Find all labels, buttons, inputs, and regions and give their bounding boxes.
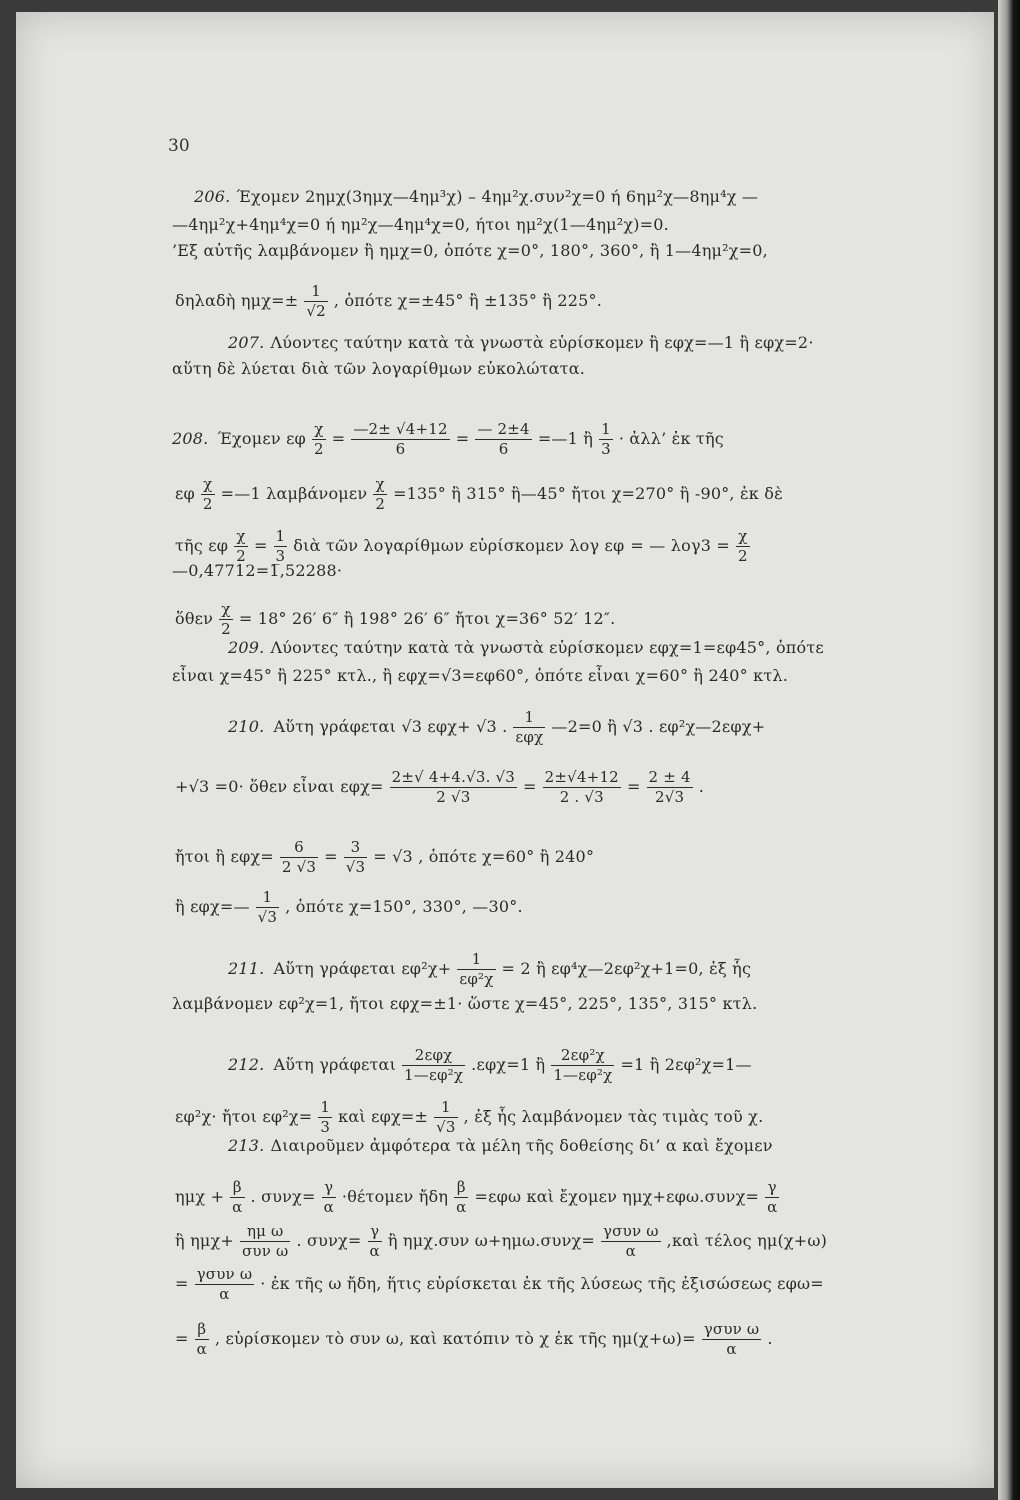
fraction-numerator: γ xyxy=(322,1178,336,1198)
fraction-numerator: β xyxy=(195,1320,209,1340)
text-line xyxy=(172,993,992,1015)
line-text: = xyxy=(626,777,641,796)
fraction-denominator: 2√3 xyxy=(655,788,685,806)
line-text: ·θέτομεν ἤδη xyxy=(341,1187,449,1206)
fraction-numerator: 1 xyxy=(457,950,495,970)
exercise-number: 212. xyxy=(228,1055,265,1074)
line-text: =1 ἢ 2εφ²χ=1— xyxy=(620,1055,752,1074)
fraction-numerator: χ xyxy=(373,475,387,495)
fraction xyxy=(368,1222,382,1261)
line-text: =εφω καὶ ἔχομεν ημχ+εφω.συνχ= xyxy=(474,1187,760,1206)
fraction-denominator: 2 √3 xyxy=(281,858,317,876)
fraction-denominator: √3 xyxy=(345,858,366,876)
line-text: , ἐξ ἧς λαμβάνομεν τὰς τιμὰς τοῦ χ. xyxy=(463,1107,764,1126)
fraction-denominator: 2 √3 xyxy=(436,788,471,806)
line-text: =135° ἢ 315° ἢ—45° ἤτοι χ=270° ἢ -90°, ἐκ δὲ xyxy=(393,484,783,503)
fraction xyxy=(599,420,613,459)
fraction-denominator: √2 xyxy=(306,302,326,320)
line-text: . συνχ= xyxy=(296,1231,362,1250)
fraction-denominator: α xyxy=(196,1340,207,1358)
page-number: 30 xyxy=(168,136,190,156)
line-text: ἢ ημχ+ xyxy=(175,1231,234,1250)
fraction-denominator: 6 xyxy=(498,440,509,458)
fraction-denominator: α xyxy=(369,1242,380,1260)
line-text: =—1 ἢ xyxy=(537,429,594,448)
fraction-numerator: ημ ω xyxy=(240,1222,290,1242)
line-text: εφ xyxy=(175,484,195,503)
exercise-number: 207. xyxy=(228,333,265,352)
line-text: , ὁπότε χ=150°, 330°, —30°. xyxy=(285,897,523,916)
line-text: λαμβάνομεν εφ²χ=1, ἤτοι εφχ=±1· ὥστε χ=45°, 225°, 135°, 315° κτλ. xyxy=(172,994,758,1013)
fraction-numerator: χ xyxy=(219,600,233,620)
fraction-numerator: 1 xyxy=(256,888,280,908)
fraction xyxy=(373,475,387,514)
line-text: ,καὶ τέλος ημ(χ+ω) xyxy=(666,1231,828,1250)
fraction xyxy=(702,1320,762,1359)
fraction-denominator: 1—εφ²χ xyxy=(404,1066,464,1084)
fraction-numerator: 1 xyxy=(513,708,545,728)
line-text: Αὕτη γράφεται √3 εφχ+ √3 . xyxy=(273,717,508,736)
line-text: = xyxy=(175,1329,189,1348)
text-line xyxy=(172,888,992,927)
line-text: . συνχ= xyxy=(250,1187,316,1206)
line-text: = 2 ἢ εφ⁴χ—2εφ²χ+1=0, ἐξ ἧς xyxy=(501,959,752,978)
fraction-numerator: γσυν ω xyxy=(603,1222,659,1240)
fraction-denominator: 2 xyxy=(221,620,231,638)
fraction-numerator: 1 xyxy=(434,1098,458,1118)
text-line xyxy=(172,214,992,236)
fraction xyxy=(230,1178,244,1217)
text-line xyxy=(228,637,1020,659)
text-line xyxy=(172,1222,992,1261)
fraction-numerator: 2εφ²χ xyxy=(551,1046,614,1066)
fraction xyxy=(647,768,693,807)
line-text: αὕτη δὲ λύεται διὰ τῶν λογαρίθμων εὐκολώτατα. xyxy=(172,359,585,378)
fraction-denominator: √3 xyxy=(257,908,278,926)
line-text: , ὁπότε χ=±45° ἢ ±135° ἢ 225°. xyxy=(333,291,603,310)
line-text: = √3 , ὁπότε χ=60° ἢ 240° xyxy=(373,847,595,866)
line-text: ἢ ημχ.συν ω+ημω.συνχ= xyxy=(387,1231,596,1250)
fraction-numerator: 6 xyxy=(280,838,318,858)
fraction-numerator: 2±√ 4+4.√3. √3 xyxy=(391,768,516,786)
fraction-denominator: α xyxy=(456,1198,467,1216)
line-text: ημχ + xyxy=(175,1187,225,1206)
text-line xyxy=(228,1046,1020,1085)
line-text: —4ημ²χ+4ημ⁴χ=0 ή ημ²χ—4ημ⁴χ=0, ήτοι ημ²χ(1—4ημ²χ)=0. xyxy=(172,215,669,234)
line-text: = xyxy=(175,1274,189,1293)
text-line xyxy=(172,240,992,262)
fraction xyxy=(390,768,517,807)
line-text: διὰ τῶν λογαρίθμων εὑρίσκομεν λογ εφ xyxy=(293,536,625,555)
exercise-number: 213. xyxy=(228,1136,265,1155)
text-line xyxy=(172,560,992,582)
fraction-denominator: α xyxy=(323,1198,334,1216)
text-line xyxy=(172,420,992,459)
text-line xyxy=(194,186,1014,208)
text-line xyxy=(172,282,992,321)
fraction-numerator: γ xyxy=(368,1222,382,1242)
fraction xyxy=(322,1178,336,1217)
fraction-denominator: α xyxy=(232,1198,243,1216)
line-text: = — λογ3 = xyxy=(630,536,730,555)
exercise-number: 208. xyxy=(172,429,209,448)
text-line xyxy=(228,950,1020,989)
line-text: +√3 =0· ὅθεν εἶναι εφχ= xyxy=(175,777,384,796)
fraction-numerator: 2εφχ xyxy=(402,1046,465,1066)
fraction-numerator: 2 ± 4 xyxy=(648,768,691,786)
book-spine xyxy=(998,0,1020,1500)
fraction-denominator: √3 xyxy=(436,1118,456,1136)
text-line xyxy=(228,708,1020,747)
fraction xyxy=(454,1178,468,1217)
line-text: ἤτοι ἢ εφχ= xyxy=(175,847,274,866)
text-line xyxy=(228,332,1020,354)
fraction-denominator: 2 xyxy=(737,547,748,565)
fraction xyxy=(475,420,531,459)
line-text: . xyxy=(698,777,705,796)
fraction-denominator: 2 xyxy=(202,495,213,513)
line-text: Διαιροῦμεν ἀμφότερα τὰ μέλη τῆς δοθείσης δι’ α καὶ ἔχομεν xyxy=(270,1136,773,1155)
exercise-number: 211. xyxy=(228,959,265,978)
fraction xyxy=(280,838,318,877)
line-text: εἶναι χ=45° ἢ 225° κτλ., ἢ εφχ=√3=εφ60°, ὁπότε εἶναι χ=60° ἢ 240° κτλ. xyxy=(172,666,788,685)
fraction xyxy=(304,282,328,321)
line-text: Έχομεν 2ημχ(3ημχ—4ημ³χ) – 4ημ²χ.συν²χ=0 ή 6ημ²χ—8ημ⁴χ — xyxy=(236,187,759,206)
fraction xyxy=(219,600,233,639)
fraction xyxy=(434,1098,458,1137)
text-line xyxy=(172,665,992,687)
line-text: ὅθεν xyxy=(175,609,214,628)
fraction-denominator: εφχ xyxy=(515,728,544,746)
fraction-denominator: 2 xyxy=(236,547,246,565)
fraction-numerator: 3 xyxy=(344,838,368,858)
line-text: εφ²χ· ἤτοι εφ²χ= xyxy=(175,1107,313,1126)
line-text: δηλαδὴ ημχ=± xyxy=(175,291,299,310)
fraction-numerator: 1 xyxy=(275,527,286,545)
fraction-denominator: α xyxy=(219,1285,230,1303)
line-text: = xyxy=(331,429,346,448)
text-line xyxy=(172,600,992,639)
text-line xyxy=(172,358,992,380)
fraction-denominator: συν ω xyxy=(241,1242,289,1260)
fraction-numerator: χ xyxy=(234,527,248,547)
fraction-numerator: 1 xyxy=(601,420,611,438)
fraction-numerator: γσυν ω xyxy=(703,1320,760,1338)
exercise-number: 206. xyxy=(194,187,231,206)
fraction xyxy=(457,950,495,989)
fraction-denominator: 3 xyxy=(275,547,286,565)
fraction-numerator: β xyxy=(454,1178,468,1198)
fraction-denominator: 6 xyxy=(395,440,406,458)
fraction-denominator: εφ²χ xyxy=(459,970,494,988)
text-line xyxy=(172,1320,992,1359)
fraction-denominator: α xyxy=(625,1242,637,1260)
fraction-numerator: —2± √4+12 xyxy=(353,420,448,438)
fraction-denominator: α xyxy=(767,1198,778,1216)
line-text: ’Εξ αὐτῆς λαμβάνομεν ἢ ημχ=0, ὁπότε χ=0°, 180°, 360°, ἢ 1—4ημ²χ=0, xyxy=(172,241,768,260)
fraction xyxy=(240,1222,290,1261)
fraction-denominator: 2 . √3 xyxy=(559,788,604,806)
fraction xyxy=(601,1222,661,1261)
line-text: Λύοντες ταύτην κατὰ τὰ γνωστὰ εὑρίσκομεν εφχ=1=εφ45°, ὁπότε xyxy=(270,638,824,657)
line-text: —2=0 ἢ √3 . εφ²χ—2εφχ+ xyxy=(551,717,766,736)
fraction-numerator: γ xyxy=(765,1178,779,1198)
fraction-denominator: 1—εφ²χ xyxy=(553,1066,613,1084)
exercise-number: 210. xyxy=(228,717,265,736)
fraction-numerator: 2±√4+12 xyxy=(544,768,619,786)
text-line xyxy=(172,1265,992,1304)
line-text: καὶ εφχ=± xyxy=(338,1107,429,1126)
line-text: =—1 λαμβάνομεν xyxy=(220,484,368,503)
line-text: τῆς εφ xyxy=(175,536,229,555)
fraction xyxy=(195,1265,255,1304)
line-text: = 18° 26′ 6″ ἢ 198° 26′ 6″ ἤτοι χ=36° 52′ 12″. xyxy=(238,609,616,628)
fraction xyxy=(256,888,280,927)
exercise-number: 209. xyxy=(228,638,265,657)
fraction-denominator: α xyxy=(726,1340,737,1358)
fraction xyxy=(344,838,368,877)
fraction xyxy=(765,1178,779,1217)
line-text: Αὕτη γράφεται xyxy=(273,1055,397,1074)
fraction xyxy=(312,420,326,459)
line-text: Λύοντες ταύτην κατὰ τὰ γνωστὰ εὑρίσκομεν ἢ εφχ=—1 ἢ εφχ=2· xyxy=(270,333,814,352)
fraction-numerator: β xyxy=(230,1178,244,1198)
fraction-numerator: — 2±4 xyxy=(477,420,530,438)
fraction xyxy=(513,708,545,747)
line-text: = xyxy=(455,429,470,448)
fraction-denominator: 2 xyxy=(313,440,324,458)
fraction-numerator: χ xyxy=(736,527,750,547)
line-text: —0,47712=1̅,52288· xyxy=(172,561,343,580)
line-text: = xyxy=(523,777,537,796)
line-text: . xyxy=(767,1329,773,1348)
fraction-denominator: 2 xyxy=(375,495,386,513)
fraction-numerator: χ xyxy=(201,475,215,495)
line-text: .εφχ=1 ἢ xyxy=(471,1055,546,1074)
fraction-denominator: 3 xyxy=(320,1118,331,1136)
line-text: ἢ εφχ=— xyxy=(175,897,250,916)
text-line xyxy=(172,475,992,514)
fraction xyxy=(543,768,621,807)
line-text: , εὑρίσκομεν τὸ συν ω, καὶ κατόπιν τὸ χ ἐκ τῆς ημ(χ+ω)= xyxy=(214,1329,696,1348)
fraction xyxy=(402,1046,465,1085)
fraction-numerator: χ xyxy=(312,420,326,440)
fraction xyxy=(318,1098,332,1137)
fraction xyxy=(551,1046,614,1085)
fraction-denominator: 3 xyxy=(601,440,611,458)
fraction xyxy=(351,420,449,459)
fraction-numerator: γσυν ω xyxy=(196,1265,253,1283)
text-line xyxy=(172,1178,992,1217)
line-text: Έχομεν εφ xyxy=(217,429,306,448)
line-text: Αὕτη γράφεται εφ²χ+ xyxy=(273,959,452,978)
fraction xyxy=(201,475,215,514)
fraction xyxy=(195,1320,209,1359)
fraction-numerator: 1 xyxy=(304,282,328,302)
line-text: · ἐκ τῆς ω ἤδη, ἥτις εὑρίσκεται ἐκ τῆς λύσεως τῆς ἐξισώσεως εφω= xyxy=(260,1274,824,1293)
text-line xyxy=(172,1098,992,1137)
text-line xyxy=(172,768,992,807)
line-text: = xyxy=(324,847,338,866)
text-line xyxy=(228,1135,1020,1157)
line-text: = xyxy=(253,536,268,555)
line-text: · ἀλλ’ ἐκ τῆς xyxy=(618,429,724,448)
text-line xyxy=(172,838,992,877)
fraction-numerator: 1 xyxy=(320,1098,331,1116)
